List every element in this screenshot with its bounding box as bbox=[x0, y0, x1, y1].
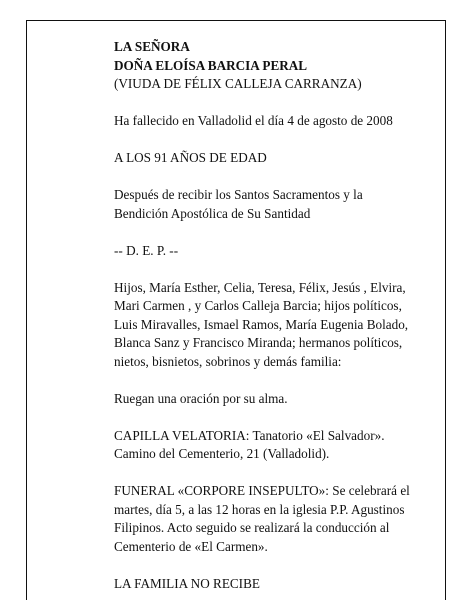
chapel-line-2: Camino del Cementerio, 21 (Valladolid). bbox=[114, 446, 330, 461]
spacer bbox=[114, 556, 459, 575]
spacer bbox=[114, 464, 459, 483]
family-line-1: Hijos, María Esther, Celia, Teresa, Félix, Jesús , Elvira, bbox=[114, 279, 406, 295]
spacer bbox=[114, 371, 459, 390]
funeral-line-3: Filipinos. Acto seguido se realizará la conducción al bbox=[114, 520, 390, 535]
family-line-5: nietos, bisnietos, sobrinos y demás familia: bbox=[114, 353, 342, 369]
heading-name: DOÑA ELOÍSA BARCIA PERAL bbox=[114, 57, 308, 73]
family-line-3: Luis Miravalles, Ismael Ramos, María Eugenia Bolado, bbox=[114, 316, 409, 332]
prayer-line: Ruegan una oración por su alma. bbox=[114, 390, 288, 406]
funeral-line-2: martes, día 5, a las 12 horas en la iglesia P.P. Agustinos bbox=[114, 501, 405, 517]
spacer bbox=[114, 94, 459, 113]
spacer bbox=[114, 168, 459, 187]
chapel-line-1: CAPILLA VELATORIA: Tanatorio «El Salvador». bbox=[114, 427, 385, 443]
sacraments-line-2: Bendición Apostólica de Su Santidad bbox=[114, 205, 311, 221]
age-line: A LOS 91 AÑOS DE EDAD bbox=[114, 150, 267, 165]
spacer bbox=[114, 260, 459, 279]
rip-line: -- D. E. P. -- bbox=[114, 242, 179, 258]
obituary-text bbox=[114, 38, 459, 593]
heading-widow-of: (VIUDA DE FÉLIX CALLEJA CARRANZA) bbox=[114, 76, 362, 91]
family-line-2: Mari Carmen , y Carlos Calleja Barcia; hijos políticos, bbox=[114, 298, 402, 313]
sacraments-line-1: Después de recibir los Santos Sacramentos y la bbox=[114, 187, 363, 202]
heading-title: LA SEÑORA bbox=[114, 39, 190, 54]
funeral-line-1: FUNERAL «CORPORE INSEPULTO»: Se celebrará el bbox=[114, 483, 410, 498]
closing-line: LA FAMILIA NO RECIBE bbox=[114, 575, 260, 591]
spacer bbox=[114, 223, 459, 242]
funeral-line-4: Cementerio de «El Carmen». bbox=[114, 538, 268, 554]
spacer bbox=[114, 131, 459, 150]
family-line-4: Blanca Sanz y Francisco Miranda; hermanos políticos, bbox=[114, 335, 403, 350]
death-notice: Ha fallecido en Valladolid el día 4 de agosto de 2008 bbox=[114, 113, 393, 128]
spacer bbox=[114, 408, 459, 427]
